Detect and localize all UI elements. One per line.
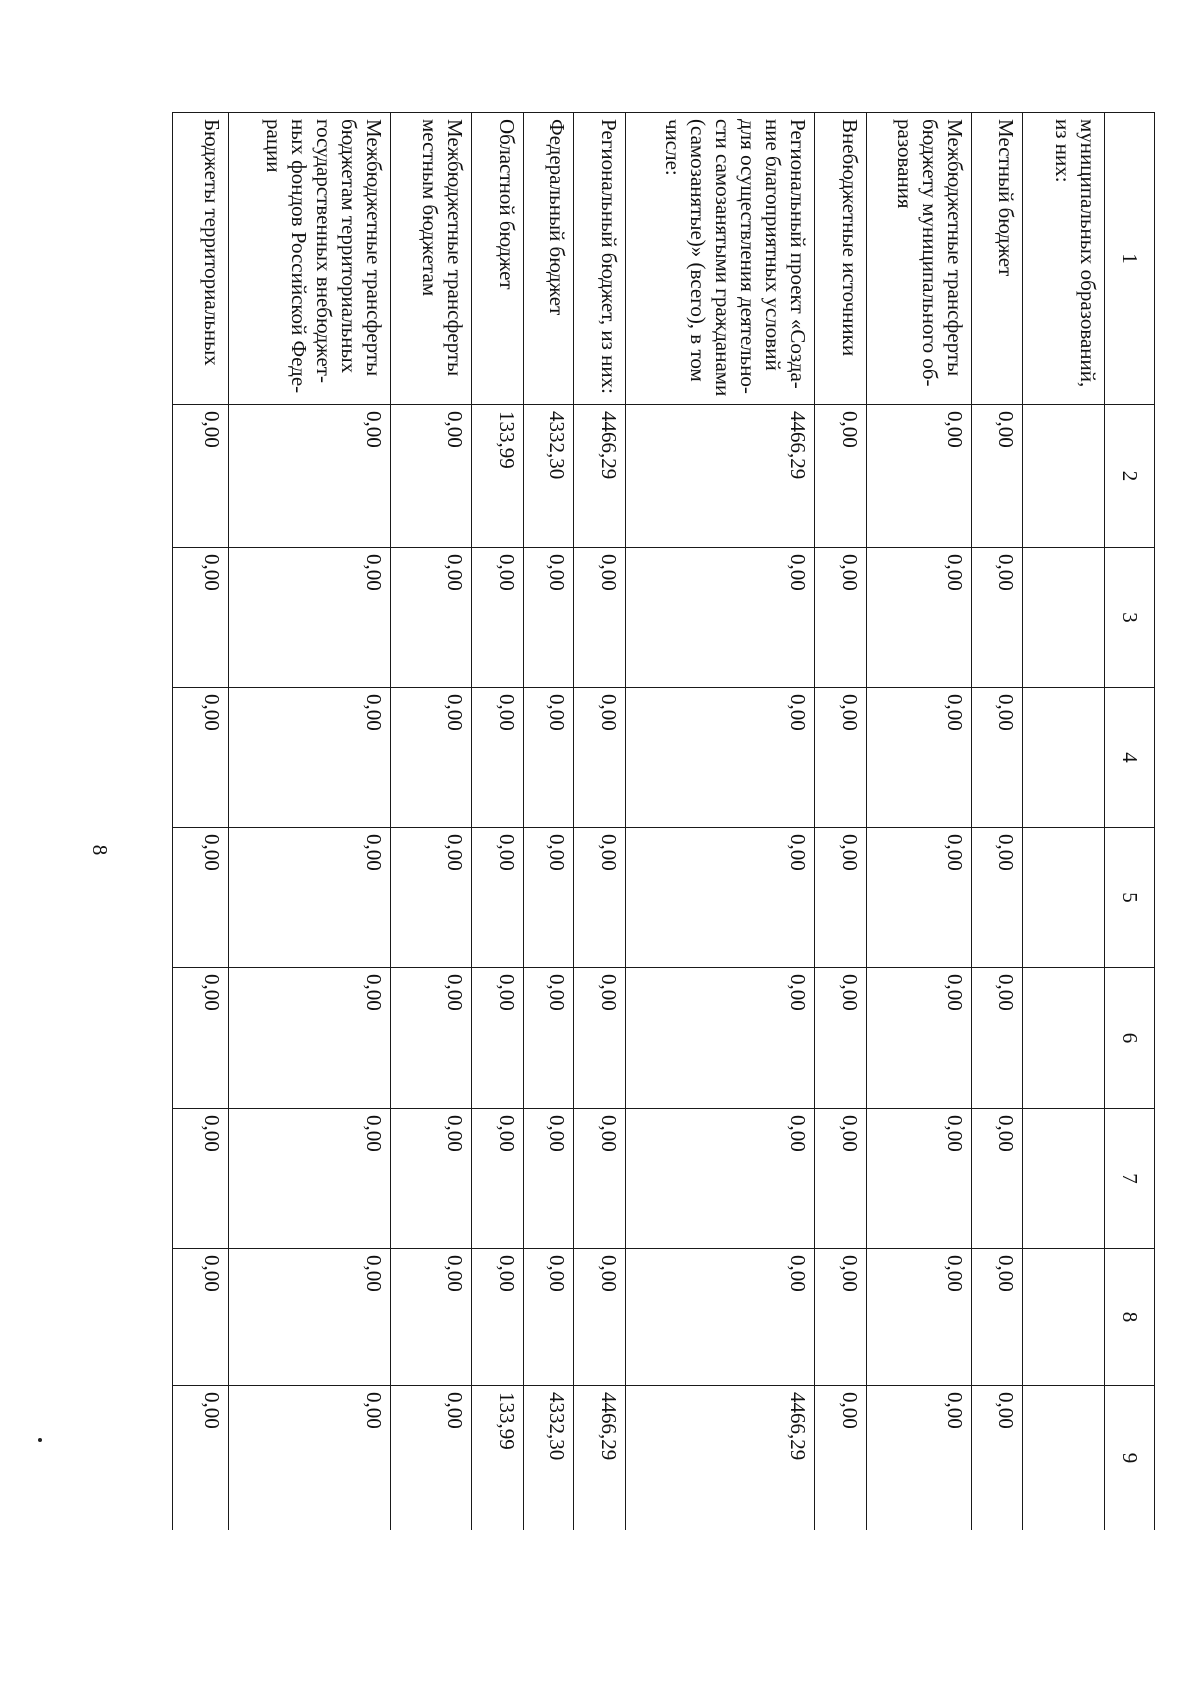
table-row (971, 113, 1023, 1531)
table-cell: 4332,30 (523, 405, 574, 548)
table-cell: 0,00 (971, 548, 1023, 688)
table-cell: 0,00 (391, 688, 472, 828)
table-cell: 0,00 (391, 405, 472, 548)
table-cell: 0,00 (471, 1109, 523, 1249)
row-label: Межбюджетные трансферты местным бюджетам (391, 113, 472, 405)
table-cell: 4466,29 (626, 405, 815, 548)
table-cell: 0,00 (574, 1249, 626, 1386)
column-header: 9 (1105, 1386, 1155, 1531)
column-header: 6 (1105, 968, 1155, 1109)
table-row (391, 113, 472, 1531)
table-cell (1023, 1109, 1105, 1249)
table-cell: 0,00 (815, 405, 867, 548)
table-cell (1023, 968, 1105, 1109)
table-row (229, 113, 391, 1531)
row-label: Региональный бюджет, из них: (574, 113, 626, 405)
row-label: Областной бюджет (471, 113, 523, 405)
table-cell: 0,00 (229, 1386, 391, 1531)
table-cell: 0,00 (815, 1386, 867, 1531)
row-label: муниципальных образований, из них: (1023, 113, 1105, 405)
row-label: Межбюджетные трансферты бюджетам территориальных государственных внебюджет-ных фондов Российской Феде-рации (229, 113, 391, 405)
row-label: Бюджеты территориальных (173, 113, 229, 405)
table-cell: 0,00 (866, 688, 971, 828)
row-label: Региональный проект «Созда-ние благоприятных условий для осуществления деятельно-сти самозанятыми гражданами (самозанятые)» (всего), в том числе: (626, 113, 815, 405)
table-cell: 0,00 (866, 828, 971, 968)
table-row (574, 113, 626, 1531)
table-cell (1023, 405, 1105, 548)
table-cell: 0,00 (815, 828, 867, 968)
column-header: 7 (1105, 1109, 1155, 1249)
row-label: Внебюджетные источники (815, 113, 867, 405)
table-cell: 0,00 (391, 548, 472, 688)
table-cell: 0,00 (229, 828, 391, 968)
table-cell: 0,00 (229, 405, 391, 548)
table-cell: 0,00 (523, 688, 574, 828)
table-cell: 0,00 (971, 828, 1023, 968)
table-cell: 0,00 (971, 688, 1023, 828)
table-cell: 0,00 (173, 1109, 229, 1249)
table-cell (1023, 1386, 1105, 1531)
table-cell (1023, 1249, 1105, 1386)
table-cell: 0,00 (574, 548, 626, 688)
row-label: Межбюджетные трансферты бюджету муниципального об-разования (866, 113, 971, 405)
table-cell: 0,00 (523, 1249, 574, 1386)
table-cell: 0,00 (471, 828, 523, 968)
table-cell: 0,00 (391, 968, 472, 1109)
table-cell: 0,00 (229, 1109, 391, 1249)
table-cell: 0,00 (971, 968, 1023, 1109)
table-cell: 133,99 (471, 1386, 523, 1531)
rotated-table-container (172, 112, 1155, 1530)
table-cell: 0,00 (866, 1386, 971, 1531)
table-cell: 0,00 (523, 548, 574, 688)
table-cell: 4466,29 (574, 1386, 626, 1531)
header-row (1105, 113, 1155, 1531)
table-row (815, 113, 867, 1531)
table-cell: 0,00 (229, 548, 391, 688)
table-cell: 0,00 (626, 1109, 815, 1249)
table-cell: 0,00 (173, 1249, 229, 1386)
table-cell: 0,00 (574, 828, 626, 968)
row-label: Местный бюджет (971, 113, 1023, 405)
table-row (626, 113, 815, 1531)
column-header: 3 (1105, 548, 1155, 688)
table-cell (1023, 548, 1105, 688)
table-cell: 0,00 (574, 688, 626, 828)
table-cell: 4332,30 (523, 1386, 574, 1531)
table-cell: 0,00 (173, 968, 229, 1109)
table-cell: 0,00 (815, 548, 867, 688)
table-cell: 0,00 (626, 968, 815, 1109)
row-label: Федеральный бюджет (523, 113, 574, 405)
table-cell: 4466,29 (626, 1386, 815, 1531)
table-cell: 0,00 (971, 1386, 1023, 1531)
table-cell: 0,00 (815, 1249, 867, 1386)
table-cell: 0,00 (866, 548, 971, 688)
table-cell: 0,00 (523, 828, 574, 968)
table-cell: 4466,29 (574, 405, 626, 548)
table-cell: 0,00 (523, 968, 574, 1109)
page-number: 8 (88, 844, 112, 856)
table-cell: 0,00 (626, 548, 815, 688)
table-cell: 0,00 (815, 688, 867, 828)
budget-table (172, 112, 1155, 1530)
table-cell: 0,00 (471, 1249, 523, 1386)
table-row (173, 113, 229, 1531)
column-header: 1 (1105, 113, 1155, 405)
table-cell: 0,00 (866, 968, 971, 1109)
table-cell: 0,00 (229, 968, 391, 1109)
table-cell: 0,00 (574, 968, 626, 1109)
table-cell: 0,00 (815, 968, 867, 1109)
table-row (1023, 113, 1105, 1531)
column-header: 8 (1105, 1249, 1155, 1386)
table-cell: 0,00 (626, 688, 815, 828)
table-cell: 0,00 (866, 405, 971, 548)
table-cell: 0,00 (173, 1386, 229, 1531)
table-cell: 0,00 (971, 1109, 1023, 1249)
table-cell: 0,00 (391, 1386, 472, 1531)
table-row (866, 113, 971, 1531)
table-cell: 0,00 (523, 1109, 574, 1249)
table-cell: 0,00 (866, 1249, 971, 1386)
table-cell: 0,00 (971, 405, 1023, 548)
table-cell: 0,00 (173, 548, 229, 688)
table-cell: 0,00 (815, 1109, 867, 1249)
table-cell: 133,99 (471, 405, 523, 548)
column-header: 4 (1105, 688, 1155, 828)
table-cell (1023, 828, 1105, 968)
table-cell: 0,00 (173, 828, 229, 968)
table-cell: 0,00 (391, 1109, 472, 1249)
table-cell: 0,00 (626, 1249, 815, 1386)
column-header: 2 (1105, 405, 1155, 548)
scan-mark (38, 1438, 42, 1442)
table-cell: 0,00 (173, 688, 229, 828)
table-cell: 0,00 (173, 405, 229, 548)
table-cell: 0,00 (391, 828, 472, 968)
table-cell: 0,00 (229, 1249, 391, 1386)
table-cell: 0,00 (574, 1109, 626, 1249)
table-cell: 0,00 (626, 828, 815, 968)
table-cell: 0,00 (229, 688, 391, 828)
table-cell: 0,00 (391, 1249, 472, 1386)
table-row (471, 113, 523, 1531)
table-cell: 0,00 (471, 968, 523, 1109)
table-cell (1023, 688, 1105, 828)
table-cell: 0,00 (971, 1249, 1023, 1386)
table-cell: 0,00 (866, 1109, 971, 1249)
table-cell: 0,00 (471, 688, 523, 828)
table-row (523, 113, 574, 1531)
table-cell: 0,00 (471, 548, 523, 688)
column-header: 5 (1105, 828, 1155, 968)
